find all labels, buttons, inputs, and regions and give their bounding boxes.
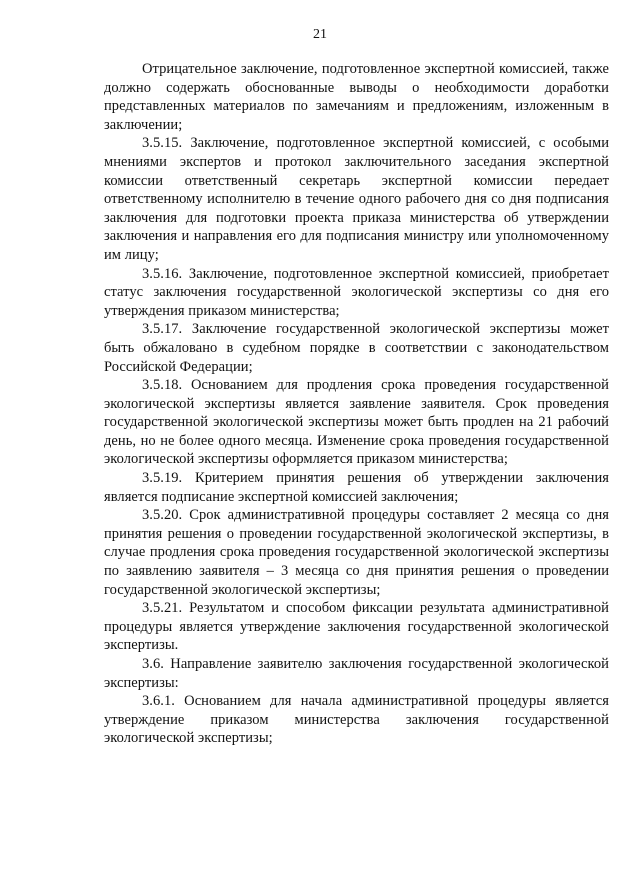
page-number: 21	[313, 27, 327, 42]
document-body	[104, 60, 609, 748]
paragraph-3-6-1: 3.6.1. Основанием для начала административной процедуры является утверждение приказом министерства заключения государственной экологической экспертизы;	[104, 693, 609, 747]
paragraph-3-5-15: 3.5.15. Заключение, подготовленное экспертной комиссией, с особыми мнениями экспертов и протокол заключительного заседания экспертной комиссии ответственный секретарь экспертной комиссии передает ответственному исполнителю в течение одного рабочего дня со дня подписания заключения для подготовки проекта приказа министерства об утверждении заключения и направления его для подписания министру или уполномоченному им лицу;	[104, 135, 609, 263]
paragraph-3-6: 3.6. Направление заявителю заключения государственной экологической экспертизы:	[104, 656, 609, 691]
paragraph-negative-conclusion: Отрицательное заключение, подготовленное экспертной комиссией, также должно содержать обоснованные выводы о необходимости доработки представленных материалов по замечаниям и предложениям, изложенным в заключении;	[104, 61, 609, 133]
paragraph-3-5-17: 3.5.17. Заключение государственной экологической экспертизы может быть обжаловано в судебном порядке в соответствии с законодательством Российской Федерации;	[104, 321, 609, 375]
paragraph-3-5-20: 3.5.20. Срок административной процедуры составляет 2 месяца со дня принятия решения о проведении государственной экологической экспертизы, в случае продления срока проведения государственной экологической экспертизы по заявлению заявителя – 3 месяца со дня принятия решения о проведении государственной экологической экспертизы;	[104, 507, 609, 598]
paragraph-3-5-21: 3.5.21. Результатом и способом фиксации результата административной процедуры является утверждение заключения государственной экологической экспертизы.	[104, 600, 609, 654]
paragraph-3-5-18: 3.5.18. Основанием для продления срока проведения государственной экологической экспертизы является заявление заявителя. Срок проведения государственной экологической экспертизы может быть продлен на 21 рабочий день, но не более одного месяца. Изменение срока проведения государственной экологической экспертизы оформляется приказом министерства;	[104, 377, 609, 468]
paragraph-3-5-19: 3.5.19. Критерием принятия решения об утверждении заключения является подписание экспертной комиссией заключения;	[104, 470, 609, 505]
paragraph-3-5-16: 3.5.16. Заключение, подготовленное экспертной комиссией, приобретает статус заключения государственной экологической экспертизы со дня его утверждения приказом министерства;	[104, 265, 609, 319]
